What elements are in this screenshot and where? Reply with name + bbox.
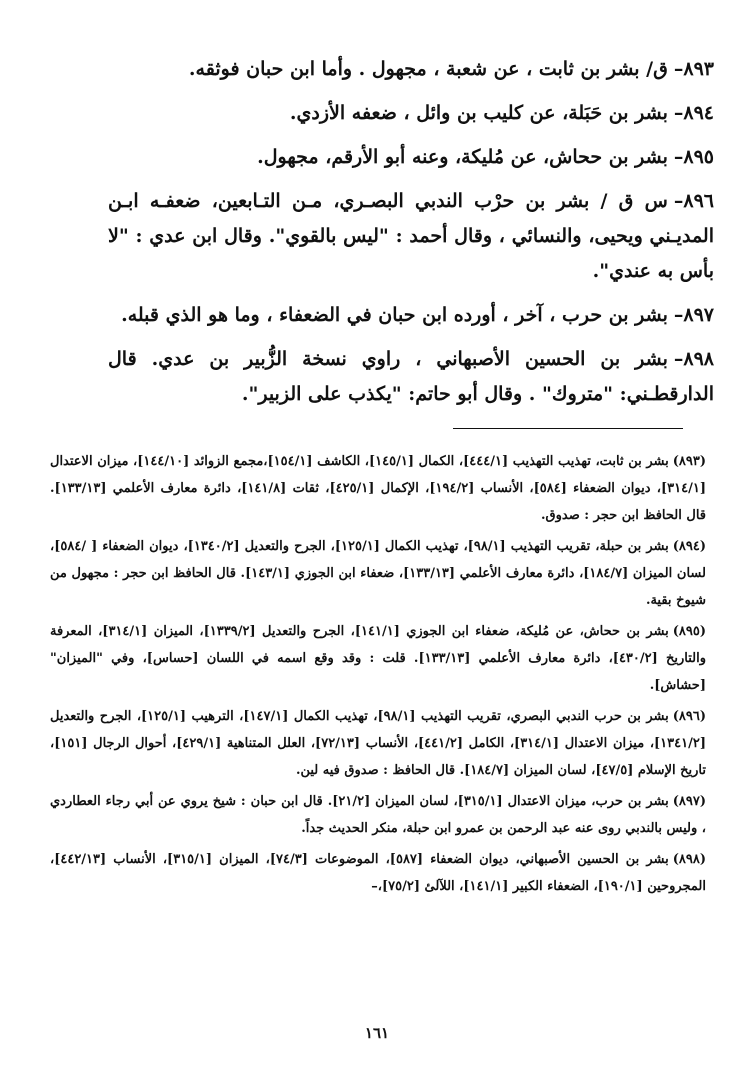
footnote-text: بشر بن حرب، ميزان الاعتدال [٣١٥/١]، لسان الميزان [٢١/٢]. قال ابن حبان : شيخ يروي عن أبي رجاء العطاردي ، وليس بالندبي روى عنه عبد الرحمن بن عمرو ابن حبلة، منكر الحديث جداً. (50, 794, 706, 836)
entry-number: ٨٩٥– (673, 146, 714, 168)
entry-text: بشر بن الحسين الأصبهاني ، راوي نسخة الزُّبير بن عدي. قال الدارقطـني: "متروك" . وقال أبو حاتم: "يكذب على الزبير". (108, 348, 714, 405)
footnote-897 (50, 788, 706, 842)
entry-894 (108, 96, 714, 131)
entry-text: بشر بن ححاش، عن مُليكة، وعنه أبو الأرقم، مجهول. (257, 146, 668, 168)
entry-898 (108, 342, 714, 412)
entry-text: بشر بن حَبَلة، عن كليب بن وائل ، ضعفه الأزدي. (289, 102, 668, 124)
footnote-text: بشر بن ححاش، عن مُليكة، ضعفاء ابن الجوزي [١٤١/١]، الجرح والتعديل [١٣٣٩/٢]، الميزان [٣١٤/١]، المعرفة والتاريخ [٤٣٠/٢]، دائرة معارف الأعلمي [١٣٣/١٣]. قلت : وقد وقع اسمه في اللسان [حساس]، وفي "الميزان" [حشاش]. (50, 624, 706, 693)
footnote-text: بشر بن حبلة، تقريب التهذيب [٩٨/١]، تهذيب الكمال [١٢٥/١]، الجرح والتعديل [١٣٤٠/٢]، ديوان الضعفاء [ /٥٨٤]، لسان الميزان [١٨٤/٧]، دائرة معارف الأعلمي [١٣٣/١٣]، ضعفاء ابن الجوزي [١٤٣/١]. قال الحافظ ابن حجر : مجهول من شيوخ بقية. (50, 539, 706, 608)
footnote-text: بشر بن ثابت، تهذيب التهذيب [٤٤٤/١]، الكمال [١٤٥/١]، الكاشف [١٥٤/١]،مجمع الزوائد [١٤٤/١٠]، ميزان الاعتدال [٣١٤/١]، ديوان الضعفاء [٥٨٤]، الأنساب [١٩٤/٢]، الإكمال [٤٢٥/١]، ثقات [١٤١/٨]، دائرة معارف الأعلمي [١٣٣/١٣]. قال الحافظ ابن حجر : صدوق. (50, 454, 706, 523)
footnote-text: بشر بن الحسين الأصبهاني، ديوان الضعفاء [٥٨٧]، الموضوعات [٧٤/٣]، الميزان [٣١٥/١]، الأنساب [٤٤٢/١٣]، المجروحين [١٩٠/١]، الضعفاء الكبير [١٤١/١]، اللآلئ [٧٥/٢]،– (50, 852, 706, 894)
entry-text: بشر بن حرب ، آخر ، أورده ابن حبان في الضعفاء ، وما هو الذي قبله. (121, 304, 668, 326)
entry-number: ٨٩٨– (673, 348, 714, 370)
footnotes (50, 448, 706, 904)
footnote-895 (50, 618, 706, 699)
entry-896 (108, 184, 714, 289)
footnote-separator (453, 428, 683, 429)
entry-number: ٨٩٣– (673, 58, 714, 80)
footnote-number: (٨٩٥) (672, 624, 707, 639)
entry-text: ق/ بشر بن ثابت ، عن شعبة ، مجهول . وأما ابن حبان فوثقه. (188, 58, 668, 80)
footnote-number: (٨٩٦) (672, 709, 707, 724)
footnote-893 (50, 448, 706, 529)
footnote-number: (٨٩٣) (672, 454, 707, 469)
page-number: ١٦١ (364, 1024, 390, 1042)
main-entries (108, 52, 714, 421)
footnote-number: (٨٩٨) (672, 852, 706, 867)
entry-number: ٨٩٧– (673, 304, 714, 326)
entry-897 (108, 298, 714, 333)
entry-893 (108, 52, 714, 87)
footnote-896 (50, 703, 706, 784)
entry-895 (108, 140, 714, 175)
footnote-number: (٨٩٧) (672, 794, 706, 809)
entry-number: ٨٩٤– (673, 102, 714, 124)
entry-number: ٨٩٦– (673, 190, 714, 212)
footnote-text: بشر بن حرب الندبي البصري، تقريب التهذيب [٩٨/١]، تهذيب الكمال [١٤٧/١]، الترهيب [١٢٥/١]، الجرح والتعديل [١٣٤١/٢]، ميزان الاعتدال [٣١٤/١]، الكامل [٤٤١/٢]، الأنساب [٧٢/١٣]، العلل المتناهية [٤٢٩/١]، أحوال الرجال [١٥١]، تاريخ الإسلام [٤٧/٥]، لسان الميزان [١٨٤/٧]. قال الحافظ : صدوق فيه لين. (50, 709, 706, 778)
footnote-number: (٨٩٤) (672, 539, 706, 554)
footnote-898 (50, 846, 706, 900)
entry-text: س ق / بشر بن حرْب الندبي البصـري، مـن التـابعين، ضعفـه ابـن المديـني ويحيى، والنسائي ، وقال أحمد : "ليس بالقوي". وقال ابن عدي : "لا بأس به عندي". (108, 190, 714, 282)
footnote-894 (50, 533, 706, 614)
